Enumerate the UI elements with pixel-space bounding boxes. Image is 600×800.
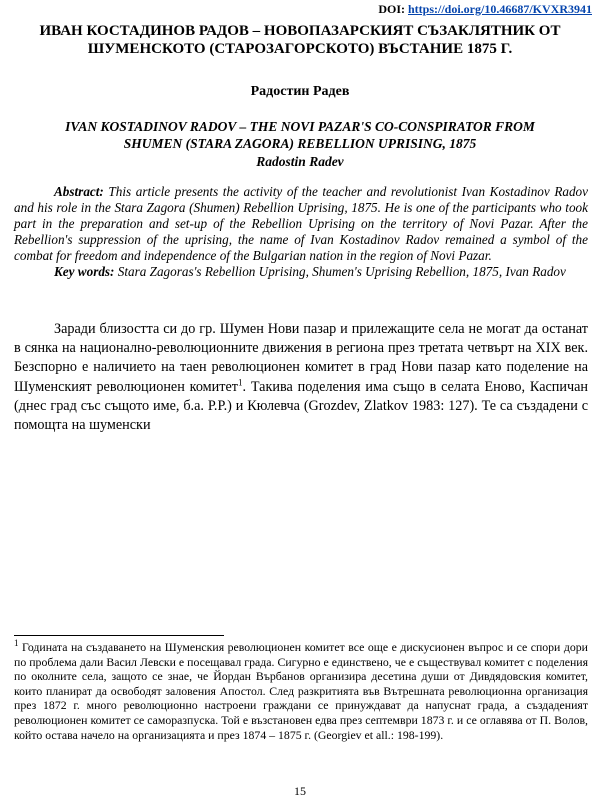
keywords-label: Key words: (54, 264, 115, 279)
title-bulgarian-line-1: ИВАН КОСТАДИНОВ РАДОВ – НОВОПАЗАРСКИЯТ СЪЗАКЛЯТНИК ОТ (39, 23, 561, 39)
abstract-label: Abstract: (54, 184, 104, 199)
abstract-paragraph (14, 184, 588, 264)
title-english: IVAN KOSTADINOV RADOV – THE NOVI PAZAR'S CO-CONSPIRATOR FROM SHUMEN (STARA ZAGORA) REBELLION UPRISING, 1875 (65, 119, 535, 151)
footnote-paragraph (14, 640, 588, 742)
doi-link[interactable]: https://doi.org/10.46687/KVXR3941 (407, 2, 592, 16)
body-paragraph (14, 320, 588, 435)
title-bulgarian (0, 22, 600, 58)
footnote-section (14, 640, 588, 742)
doi-header (378, 2, 592, 17)
keywords-paragraph (14, 264, 588, 280)
title-bulgarian-line-2: ШУМЕНСКОТО (СТАРОЗАГОРСКОТО) ВЪСТАНИЕ 1875 Г. (87, 41, 513, 57)
body-section (14, 320, 588, 435)
footnote-marker: 1 (14, 638, 19, 649)
body-text-part-1: Заради близостта си до гр. Шумен Нови пазар и прилежащите села не могат да останат в сянка на национално-революционните движения в региона през третата четвърт на XIX век. Безспорно е наличието на таен революционен комитет в град Нови пазар като поделение на Шуменският революционен комитет (14, 321, 588, 395)
footnote-reference[interactable]: 1 (237, 376, 243, 387)
body-text-part-2: . Такива поделения има също в селата Еново, Каспичан (днес град със същото име, б.а. Р.Р.) и Кюлевча (Grozdev, Zlatkov 1983: 127). Те са създадени с помощта на шуменски (14, 378, 589, 434)
footnote-text: Годината на създаването на Шуменския революционен комитет все още е дискусионен въпрос и се спори дори по проблема дали Васил Левски е посещавал града. Сигурно е единствено, че е съществувал комитет с поделения по околните села, защото се знае, че Йордан Върбанов организира десетина души от Дивдядовския комитет, които планират да освободят заловения Апостол. След разкритията във Вътрешната революционна организация през 1872 г. много революционно настроени граждани се принуждават да напуснат града, а създаденият революционен комитет се саморазпуска. Той е възстановен едва през септември 1873 г. и се оглавява от П. Волов, който остава начело на организацията и през 1874 – 1875 г. (Georgiev et all.: 198-199). (14, 640, 588, 742)
abstract-section (14, 184, 588, 280)
author-bulgarian: Радостин Радев (250, 84, 350, 99)
abstract-text: This article presents the activity of the teacher and revolutionist Ivan Kostadinov Radov and his role in the Stara Zagora (Shumen) Rebellion Uprising, 1875. He is one of the participants who took part in the preparation and set-up of the Rebellion Uprising on the territory of Novi Pazar. After the Rebellion's suppression of the uprising, the name of Ivan Kostadinov Radov remained a symbol of the combat for freedom and independence of the Bulgarian nation in the region of Novi Pazar. (14, 184, 589, 263)
doi-label: DOI: (378, 2, 405, 16)
page-number: 15 (294, 784, 306, 798)
footnote-divider (14, 635, 224, 636)
keywords-text: Stara Zagoras's Rebellion Uprising, Shumen's Uprising Rebellion, 1875, Ivan Radov (117, 264, 566, 279)
author-english: Radostin Radev (256, 154, 344, 169)
